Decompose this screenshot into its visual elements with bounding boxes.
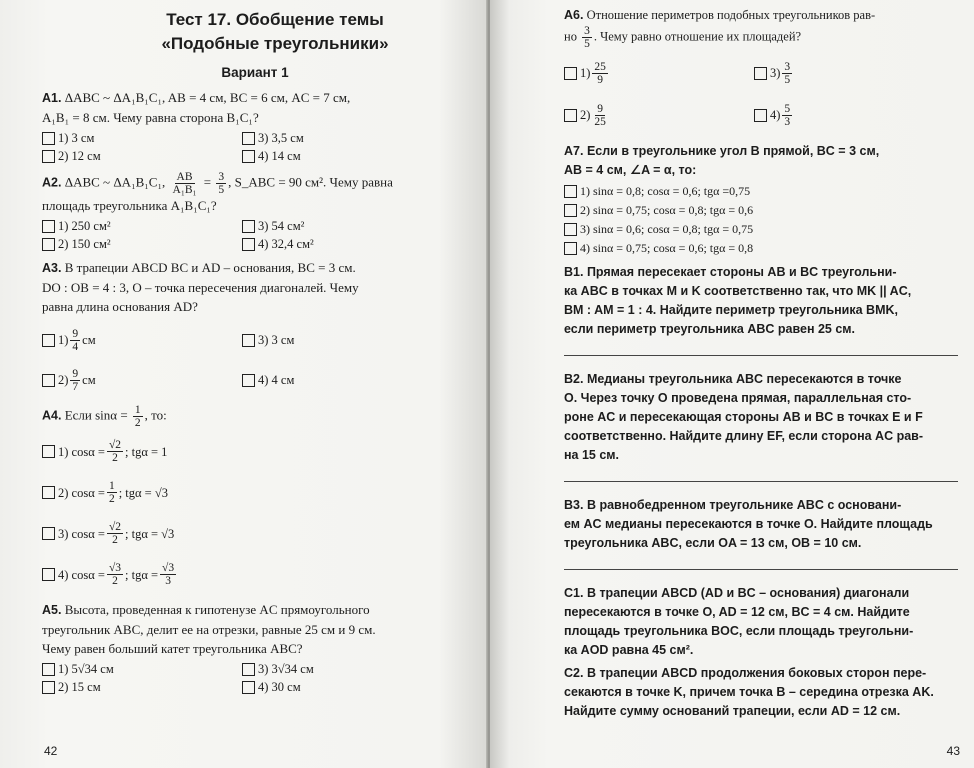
fraction: $\frac{25}{9}$ bbox=[594, 60, 606, 86]
a5-options bbox=[42, 660, 468, 696]
a4-option-3[interactable]: 3) cosα = $\frac{√2}{2}$ ; tgα = √3 bbox=[42, 513, 468, 554]
page-title: Тест 17. Обобщение темы «Подобные треугольники» bbox=[161, 10, 389, 53]
checkbox-icon[interactable] bbox=[564, 109, 577, 122]
checkbox-icon[interactable] bbox=[42, 663, 55, 676]
checkbox-icon[interactable] bbox=[754, 109, 767, 122]
fraction: $\frac{√2}{2}$ bbox=[108, 439, 121, 464]
checkbox-icon[interactable] bbox=[754, 67, 767, 80]
checkbox-icon[interactable] bbox=[42, 238, 55, 251]
a3-options bbox=[42, 320, 468, 400]
fraction: $\frac{√3}{2}$ bbox=[108, 562, 121, 587]
checkbox-icon[interactable] bbox=[242, 681, 255, 694]
checkbox-icon[interactable] bbox=[242, 663, 255, 676]
checkbox-icon[interactable] bbox=[564, 67, 577, 80]
question-a7: A7. Если в треугольнике угол B прямой, BC = 3 см, AB = 4 см, ∠A = α, то: bbox=[564, 144, 880, 177]
a2-option-2[interactable]: 2) 150 см² bbox=[42, 235, 242, 253]
question-a5: A5. Высота, проведенная к гипотенузе AC прямоугольного треугольник ABC, делит ее на отрезки, равные 25 см и 9 см. Чему равен больший катет треугольника ABC? bbox=[42, 602, 376, 656]
a1-options bbox=[42, 129, 468, 165]
a1-option-1[interactable]: 1) 3 см bbox=[42, 129, 242, 147]
fraction: $\frac{9}{7}$ bbox=[72, 367, 79, 393]
page-number-right: 43 bbox=[946, 744, 960, 758]
checkbox-icon[interactable] bbox=[42, 220, 55, 233]
checkbox-icon[interactable] bbox=[42, 334, 55, 347]
page-number-left: 42 bbox=[44, 744, 58, 758]
checkbox-icon[interactable] bbox=[564, 242, 577, 255]
variant-heading: Вариант 1 bbox=[221, 65, 289, 80]
right-page bbox=[490, 0, 974, 768]
a5-option-3[interactable]: 3) 3√34 см bbox=[242, 660, 442, 678]
a6-options bbox=[564, 52, 960, 136]
a7-option-4[interactable]: 4) sinα = 0,75; cosα = 0,6; tgα = 0,8 bbox=[564, 239, 960, 258]
fraction: $\frac{9}{4}$ bbox=[72, 327, 79, 353]
fraction: $\frac{3}{5}$ bbox=[218, 171, 225, 196]
a4-options bbox=[42, 431, 468, 595]
fraction: $\frac{1}{2}$ bbox=[134, 404, 141, 429]
a5-option-1[interactable]: 1) 5√34 см bbox=[42, 660, 242, 678]
question-a4: A4. Если sinα = $\frac{1}{2}$ , то: bbox=[42, 404, 167, 429]
question-b2: B2. Медианы треугольника ABC пересекаются в точке O. Через точку O проведена прямая, параллельная сто- роне AC и пересекающая стороны AB и BC в точках E и F соответственно. Найдите длину EF, если сторона AC рав- на 15 см. bbox=[564, 372, 924, 462]
a1-option-2[interactable]: 2) 12 см bbox=[42, 147, 242, 165]
fraction: $\frac{AB}{\text{A₁B₁}}$ bbox=[172, 171, 197, 196]
a4-option-2[interactable]: 2) cosα = $\frac{1}{2}$ ; tgα = √3 bbox=[42, 472, 468, 513]
checkbox-icon[interactable] bbox=[42, 486, 55, 499]
fraction: $\frac{√3}{3}$ bbox=[162, 562, 175, 587]
a4-option-1[interactable]: 1) cosα = $\frac{√2}{2}$ ; tgα = 1 bbox=[42, 431, 468, 472]
checkbox-icon[interactable] bbox=[42, 527, 55, 540]
a1-option-3[interactable]: 3) 3,5 см bbox=[242, 129, 442, 147]
fraction: $\frac{1}{2}$ bbox=[108, 480, 115, 505]
a3-option-4[interactable]: 4) 4 см bbox=[242, 360, 442, 400]
a1-option-4[interactable]: 4) 14 см bbox=[242, 147, 442, 165]
checkbox-icon[interactable] bbox=[564, 185, 577, 198]
answer-line bbox=[564, 569, 958, 570]
a6-option-4[interactable]: 4) $\frac{5}{3}$ bbox=[754, 94, 904, 136]
checkbox-icon[interactable] bbox=[42, 445, 55, 458]
checkbox-icon[interactable] bbox=[242, 220, 255, 233]
question-c1: C1. В трапеции ABCD (AD и BC – основания) диагонали пересекаются в точке O, AD = 12 см, BC = 4 см. Найдите площадь треугольника BOC, если площадь треугольни- ка AOD равна 45 см². bbox=[564, 586, 914, 657]
a3-option-1[interactable]: 1) $\frac{9}{4}$ см bbox=[42, 320, 242, 360]
a3-option-3[interactable]: 3) 3 см bbox=[242, 320, 442, 360]
question-a2: A2. ΔABC ~ ΔA₁B₁C₁, $\frac{AB}{\text{A₁B₁}}$ = $\frac{3}{5}$ , S_ABC = 90 см². Чему равна площадь треугольника A₁B₁C₁? bbox=[42, 171, 393, 213]
question-c2: C2. В трапеции ABCD продолжения боковых сторон пере- секаются в точке K, причем точка B – середина отрезка AK. Найдите сумму оснований трапеции, если AD = 12 см. bbox=[564, 666, 934, 718]
a7-options bbox=[564, 182, 960, 258]
checkbox-icon[interactable] bbox=[42, 681, 55, 694]
a6-option-1[interactable]: 1) $\frac{25}{9}$ bbox=[564, 52, 754, 94]
fraction: $\frac{5}{3}$ bbox=[784, 102, 791, 128]
answer-line bbox=[564, 355, 958, 356]
a5-option-2[interactable]: 2) 15 см bbox=[42, 678, 242, 696]
a2-option-3[interactable]: 3) 54 см² bbox=[242, 217, 442, 235]
checkbox-icon[interactable] bbox=[242, 374, 255, 387]
question-a1: A1. ΔABC ~ ΔA₁B₁C₁, AB = 4 см, BC = 6 см, AC = 7 см, A₁B₁ = 8 см. Чему равна сторона B₁C₁? bbox=[42, 90, 351, 125]
checkbox-icon[interactable] bbox=[564, 204, 577, 217]
fraction: $\frac{3}{5}$ bbox=[784, 60, 791, 86]
fraction: $\frac{√2}{2}$ bbox=[108, 521, 121, 546]
a2-options bbox=[42, 217, 468, 253]
question-b3: B3. В равнобедренном треугольнике ABC с основани- ем AC медианы пересекаются в точке O. Найдите площадь треугольника ABC, если OA = 13 см, OB = 10 см. bbox=[564, 498, 933, 550]
checkbox-icon[interactable] bbox=[42, 568, 55, 581]
checkbox-icon[interactable] bbox=[42, 374, 55, 387]
a7-option-3[interactable]: 3) sinα = 0,6; cosα = 0,8; tgα = 0,75 bbox=[564, 220, 960, 239]
question-b1: B1. Прямая пересекает стороны AB и BC треугольни- ка ABC в точках M и K соответственно так, что MK || AC, BM : AM = 1 : 4. Найдите периметр треугольника BMK, если периметр треугольника ABC равен 25 см. bbox=[564, 265, 912, 336]
a7-option-2[interactable]: 2) sinα = 0,75; cosα = 0,8; tgα = 0,6 bbox=[564, 201, 960, 220]
question-a6: A6. Отношение периметров подобных треугольников рав- но $\frac{3}{5}$ . Чему равно отношение их площадей? bbox=[564, 8, 876, 50]
a7-option-1[interactable]: 1) sinα = 0,8; cosα = 0,6; tgα =0,75 bbox=[564, 182, 960, 201]
a6-option-3[interactable]: 3) $\frac{3}{5}$ bbox=[754, 52, 904, 94]
checkbox-icon[interactable] bbox=[42, 132, 55, 145]
a5-option-4[interactable]: 4) 30 см bbox=[242, 678, 442, 696]
a3-option-2[interactable]: 2) $\frac{9}{7}$ см bbox=[42, 360, 242, 400]
answer-line bbox=[564, 481, 958, 482]
checkbox-icon[interactable] bbox=[242, 132, 255, 145]
a4-option-4[interactable]: 4) cosα = $\frac{√3}{2}$ ; tgα = $\frac{√3}{3}$ bbox=[42, 554, 468, 595]
fraction: $\frac{3}{5}$ bbox=[584, 25, 590, 50]
checkbox-icon[interactable] bbox=[242, 150, 255, 163]
question-a3: A3. В трапеции ABCD BC и AD – основания, BC = 3 см. DO : OB = 4 : 3, O – точка пересечения диагоналей. Чему равна длина основания AD? bbox=[42, 260, 359, 314]
checkbox-icon[interactable] bbox=[242, 238, 255, 251]
checkbox-icon[interactable] bbox=[564, 223, 577, 236]
a2-option-4[interactable]: 4) 32,4 см² bbox=[242, 235, 442, 253]
fraction: $\frac{9}{25}$ bbox=[594, 102, 606, 128]
checkbox-icon[interactable] bbox=[42, 150, 55, 163]
checkbox-icon[interactable] bbox=[242, 334, 255, 347]
a6-option-2[interactable]: 2) $\frac{9}{25}$ bbox=[564, 94, 754, 136]
a2-option-1[interactable]: 1) 250 см² bbox=[42, 217, 242, 235]
